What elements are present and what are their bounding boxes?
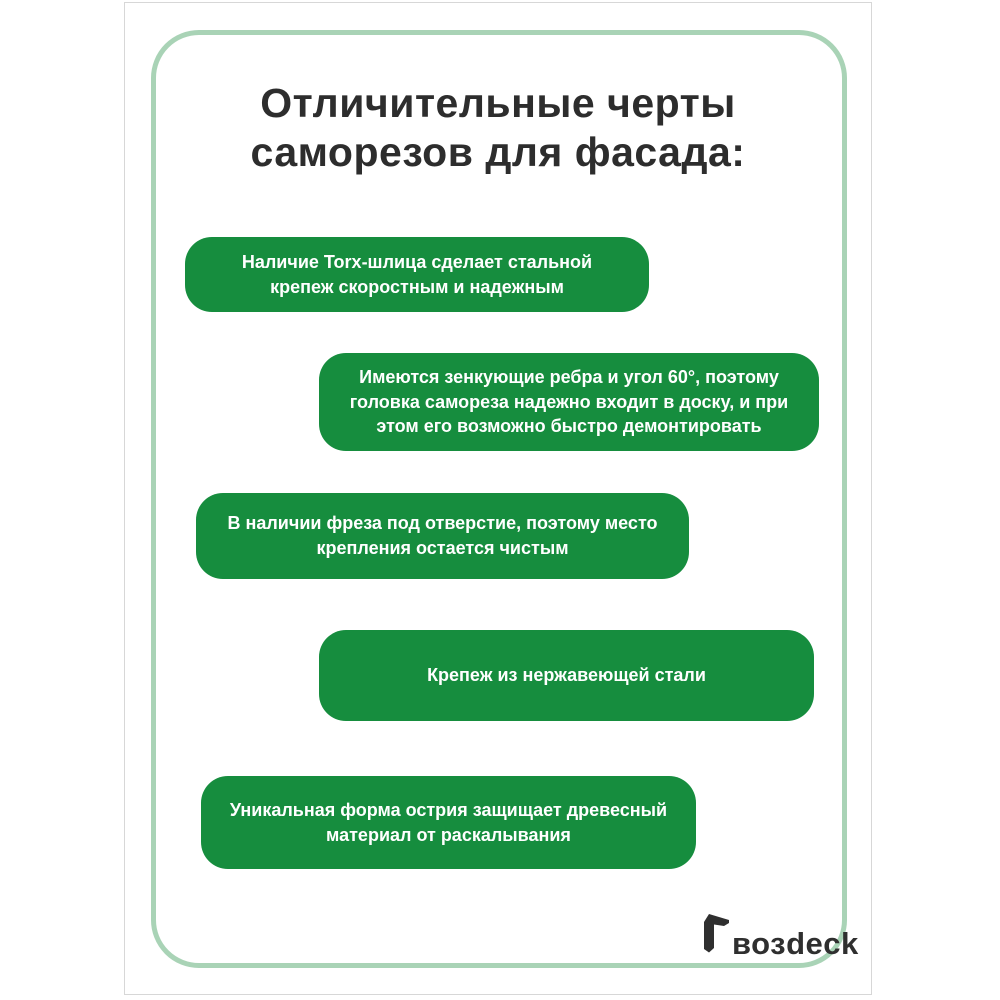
feature-box-tip-shape <box>201 776 696 869</box>
feature-text: Уникальная форма острия защищает древесный материал от раскалывания <box>229 799 668 845</box>
feature-text: Имеются зенкующие ребра и угол 60°, поэтому головка самореза надежно входит в доску, и при этом его возможно быстро демонтировать <box>349 366 789 437</box>
page-title-line2: саморезов для фасада: <box>250 129 746 176</box>
brand-logo-text: возdeck <box>732 926 859 961</box>
feature-box-stainless-steel <box>319 630 814 721</box>
feature-text: Крепеж из нержавеющей стали <box>427 665 706 686</box>
feature-text: Наличие Torx-шлица сделает стальной крепеж скоростным и надежным <box>241 251 593 297</box>
page-title <box>125 79 871 177</box>
feature-box-countersink-ribs <box>319 353 819 451</box>
poster <box>124 2 872 995</box>
brand-logo <box>703 913 859 959</box>
page-title-line1: Отличительные черты <box>260 80 736 126</box>
feature-text: В наличии фреза под отверстие, поэтому место крепления остается чистым <box>227 513 658 558</box>
feature-box-torx <box>185 237 649 312</box>
nail-mark-icon <box>703 913 730 958</box>
feature-box-milling-cutter <box>196 493 689 579</box>
